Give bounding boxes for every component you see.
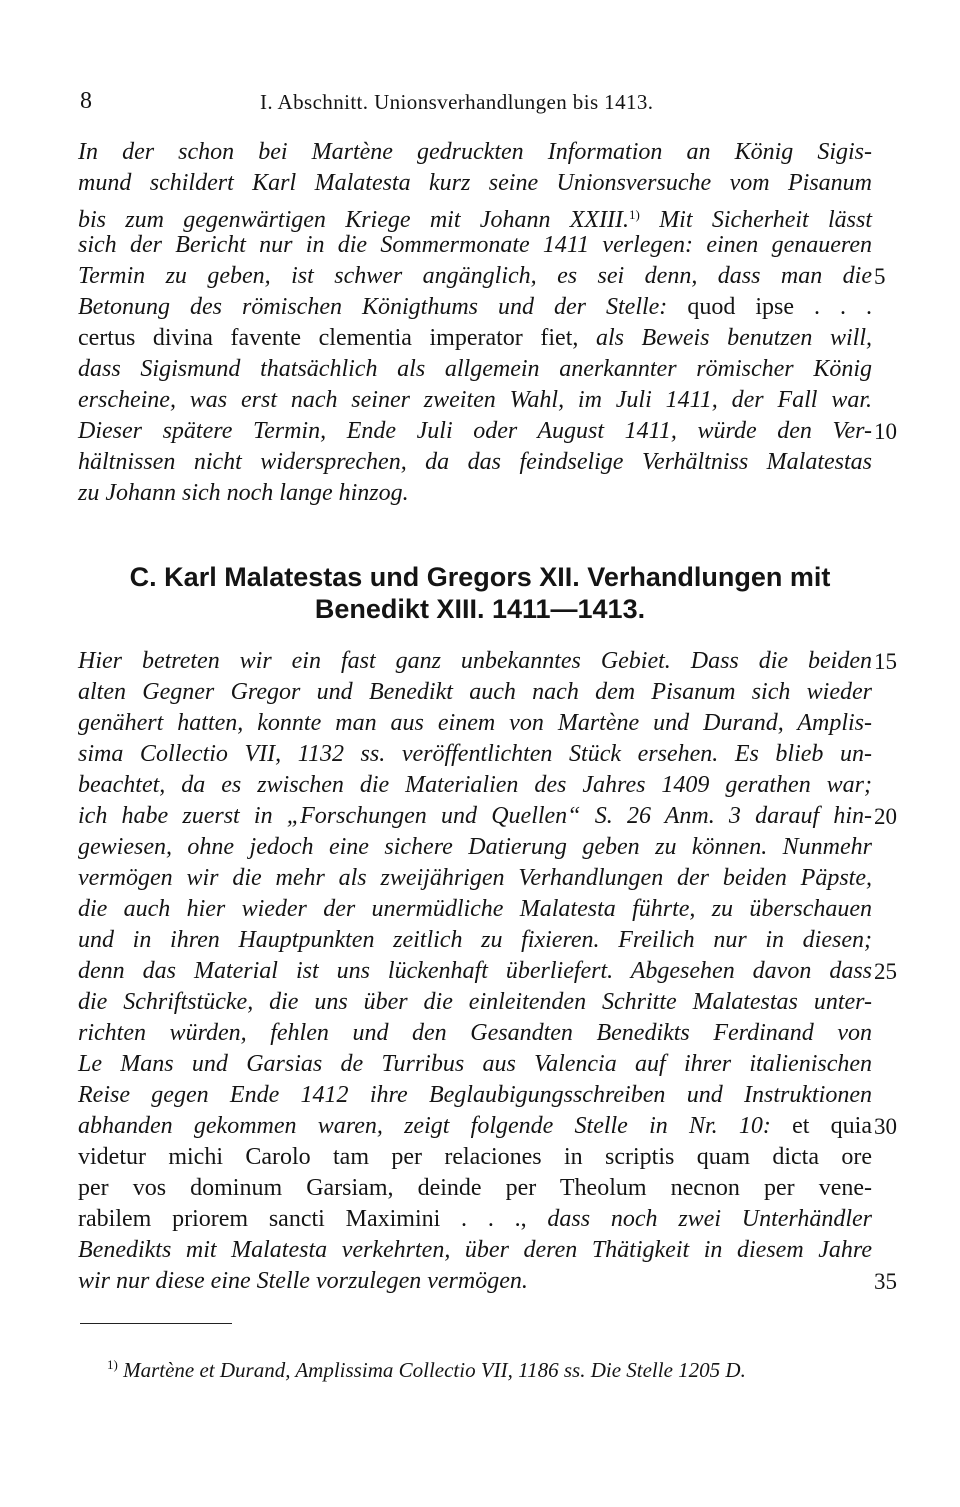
footnote-text: Martène et Durand, Amplissima Collectio VII, 1186 ss. Die Stelle 1205 D. [117,1358,746,1382]
line-number: 10 [874,419,897,444]
text-line: rabilem priorem sancti Maximini . . ., dass noch zwei Unterhändler [78,1206,873,1232]
text-line: wir nur diese eine Stelle vorzulegen vermögen. [78,1268,528,1294]
text-line: Benedikts mit Malatesta verkehrten, über deren Thätigkeit in diesem Jahre [78,1237,872,1263]
text-line: denn das Material ist uns lückenhaft überliefert. Abgesehen davon dass [78,958,872,984]
text-line: die auch hier wieder der unermüdliche Malatesta führte, zu überschauen [78,896,872,922]
running-head: I. Abschnitt. Unionsverhandlungen bis 1413. [260,90,654,114]
text-line: vermögen wir die mehr als zweijährigen Verhandlungen der beiden Päpste, [78,865,872,891]
line-number: 20 [874,804,897,829]
text-line: In der schon bei Martène gedruckten Information an König Sigis- [78,139,872,165]
footnote-ref: 1) [629,207,640,222]
page-number: 8 [80,88,92,114]
text-line: bis zum gegenwärtigen Kriege mit Johann XXIII.$^{1)}$ Mit Sicherheit lässt [78,207,872,233]
text-line: ich habe zuerst in „Forschungen und Quellen“ S. 26 Anm. 3 darauf hin- [78,803,872,829]
footnote-marker: 1) [107,1357,118,1372]
section-heading-line1: C. Karl Malatestas und Gregors XII. Verhandlungen mit [129,562,831,592]
section-heading-line2: Benedikt XIII. 1411—1413. [314,594,646,624]
line-number: 35 [874,1269,897,1294]
text-line: per vos dominum Garsiam, deinde per Theolum necnon per vene- [78,1175,872,1201]
text-line: genähert hatten, konnte man aus einem von Martène und Durand, Amplis- [78,710,872,736]
footnote [107,1357,746,1383]
line-number: 15 [874,649,897,674]
text-line: Termin zu geben, ist schwer angänglich, es sei denn, dass man die [78,263,872,289]
text-line: und in ihren Hauptpunkten zeitlich zu fixieren. Freilich nur in diesen; [78,927,872,953]
text-line: gewiesen, ohne jedoch eine sichere Datierung geben zu können. Nunmehr [78,834,872,860]
text-line: Reise gegen Ende 1412 ihre Beglaubigungsschreiben und Instruktionen [78,1082,872,1108]
text-line: dass Sigismund thatsächlich als allgemein anerkannter römischer König [78,356,872,382]
text-line: Hier betreten wir ein fast ganz unbekanntes Gebiet. Dass die beiden [78,648,872,674]
text-line: beachtet, da es zwischen die Materialien des Jahres 1409 gerathen war; [78,772,872,798]
text-line: zu Johann sich noch lange hinzog. [78,480,409,506]
text-line: Dieser spätere Termin, Ende Juli oder August 1411, würde den Ver- [78,418,872,444]
text-line: abhanden gekommen waren, zeigt folgende Stelle in Nr. 10: et quia [78,1113,872,1139]
text-line: alten Gegner Gregor und Benedikt auch nach dem Pisanum sich wieder [78,679,872,705]
line-number: 25 [874,959,897,984]
line-number: 30 [874,1114,897,1139]
line-number: 5 [874,264,886,289]
page-header [80,88,880,118]
text-line: certus divina favente clementia imperator fiet, als Beweis benutzen will, [78,325,873,351]
text-line: mund schildert Karl Malatesta kurz seine Unionsversuche vom Pisanum [78,170,872,196]
text-line: sima Collectio VII, 1132 ss. veröffentlichten Stück ersehen. Es blieb un- [78,741,872,767]
text-line: Le Mans und Garsias de Turribus aus Valencia auf ihrer italienischen [78,1051,872,1077]
text-line: videtur michi Carolo tam per relaciones in scriptis quam dicta ore [78,1144,872,1170]
text-line: sich der Bericht nur in die Sommermonate 1411 verlegen: einen genaueren [78,232,872,258]
text-line: erscheine, was erst nach seiner zweiten Wahl, im Juli 1411, der Fall war. [78,387,872,413]
text-line: Betonung des römischen Königthums und der Stelle: quod ipse . . . [78,294,873,320]
text-line: richten würden, fehlen und den Gesandten Benedikts Ferdinand von [78,1020,872,1046]
footnote-divider [80,1323,232,1324]
text-line: hältnissen nicht widersprechen, da das feindselige Verhältniss Malatestas [78,449,872,475]
text-line: die Schriftstücke, die uns über die einleitenden Schritte Malatestas unter- [78,989,872,1015]
